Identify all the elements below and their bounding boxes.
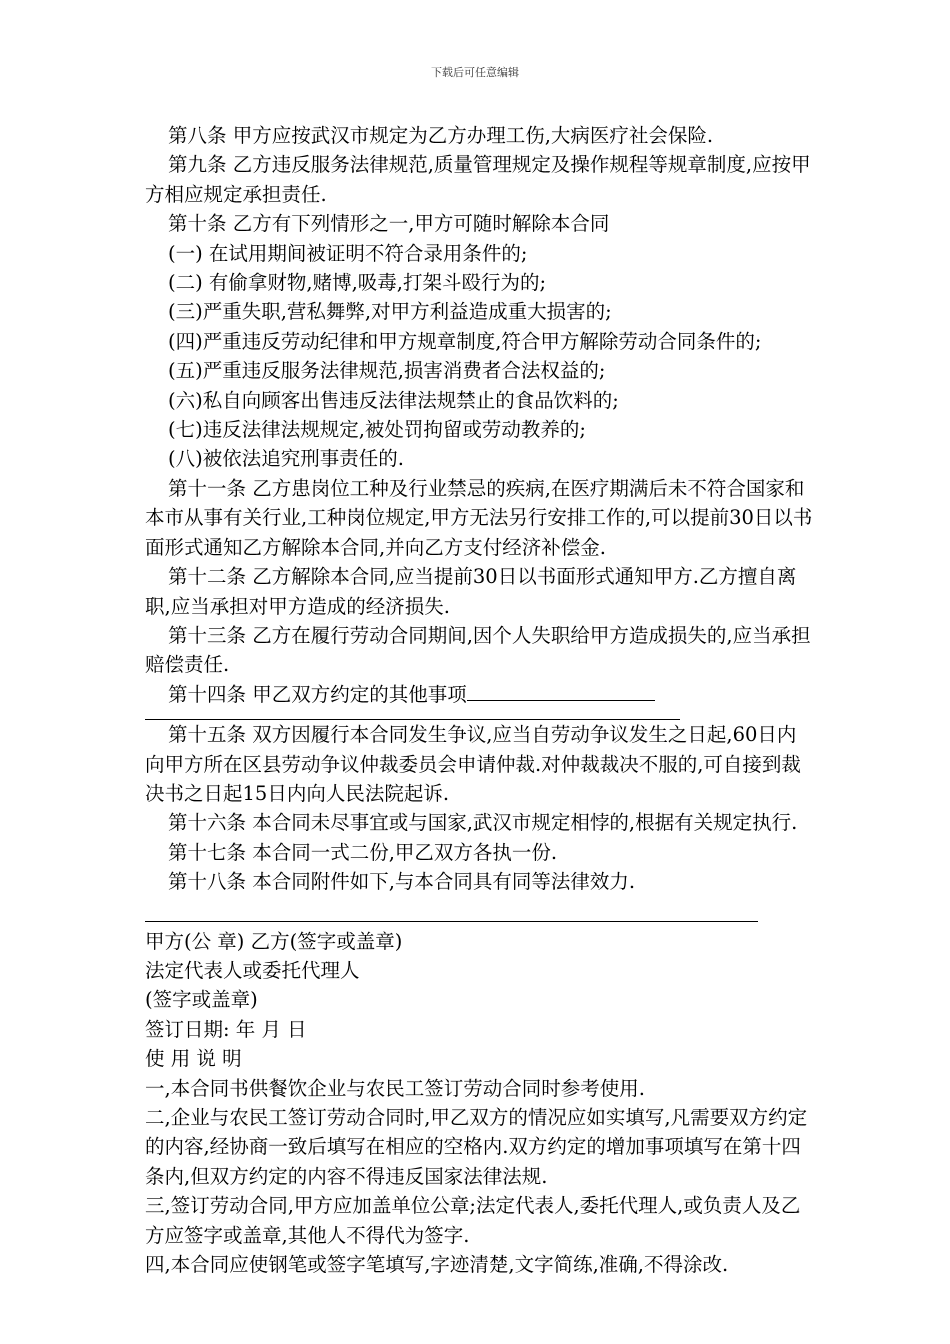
article-15: 第十五条 双方因履行本合同发生争议,应当自劳动争议发生之日起,60日内向甲方所在区县劳动争议仲裁委员会申请仲裁.对仲裁裁决不服的,可自接到裁决书之日起15日内向人民法院起诉. bbox=[145, 723, 801, 805]
signing-date: 签订日期: 年 月 日 bbox=[145, 1017, 307, 1041]
article-10: 第十条 乙方有下列情形之一,甲方可随时解除本合同 bbox=[168, 212, 610, 236]
article-18: 第十八条 本合同附件如下,与本合同具有同等法律效力. bbox=[168, 870, 636, 894]
article-16: 第十六条 本合同未尽事宜或与国家,武汉市规定相悖的,根据有关规定执行. bbox=[168, 811, 798, 835]
article-10-item-8: (八)被依法追究刑事责任的. bbox=[168, 447, 404, 471]
usage-item-2: 二,企业与农民工签订劳动合同时,甲乙双方的情况应如实填写,凡需要双方约定的内容,经协商一致后填写在相应的空格内.双方约定的增加事项填写在第十四条内,但双方约定的内容不得违反国家法律法规. bbox=[145, 1106, 808, 1188]
article-10-item-2: (二) 有偷拿财物,赌博,吸毒,打架斗殴行为的; bbox=[168, 271, 547, 295]
article-10-item-4: (四)严重违反劳动纪律和甲方规章制度,符合甲方解除劳动合同条件的; bbox=[168, 329, 762, 353]
signature-representative: 法定代表人或委托代理人 bbox=[145, 958, 360, 982]
attachment-blank-line bbox=[145, 897, 758, 922]
fill-blank-line bbox=[145, 709, 680, 720]
signature-seal: (签字或盖章) bbox=[145, 988, 258, 1012]
page-header: 下载后可任意编辑 bbox=[431, 66, 519, 79]
article-10-item-5: (五)严重违反服务法律规范,损害消费者合法权益的; bbox=[168, 359, 606, 383]
article-14-text: 第十四条 甲乙双方约定的其他事项 bbox=[168, 682, 467, 706]
contract-body bbox=[145, 121, 815, 1279]
article-14-fill-blank bbox=[467, 680, 655, 701]
usage-item-4: 四,本合同应使钢笔或签字笔填写,字迹清楚,文字简练,准确,不得涂改. bbox=[145, 1253, 729, 1277]
article-11: 第十一条 乙方患岗位工种及行业禁忌的疾病,在医疗期满后未不符合国家和本市从事有关行业,工种岗位规定,甲方无法另行安排工作的,可以提前30日以书面形式通知乙方解除本合同,并向乙方支付经济补偿金. bbox=[145, 476, 813, 559]
article-10-item-7: (七)违反法律法规规定,被处罚拘留或劳动教养的; bbox=[168, 418, 586, 442]
article-8: 第八条 甲方应按武汉市规定为乙方办理工伤,大病医疗社会保险. bbox=[168, 124, 714, 147]
article-10-item-6: (六)私自向顾客出售违反法律法规禁止的食品饮料的; bbox=[168, 388, 619, 412]
article-12: 第十二条 乙方解除本合同,应当提前30日以书面形式通知甲方.乙方擅自离职,应当承担对甲方造成的经济损失. bbox=[145, 565, 797, 618]
article-9: 第九条 乙方违反服务法律规范,质量管理规定及操作规程等规章制度,应按甲方相应规定承担责任. bbox=[145, 153, 811, 206]
usage-title: 使 用 说 明 bbox=[145, 1047, 242, 1071]
signature-parties: 甲方(公 章) 乙方(签字或盖章) bbox=[145, 929, 403, 953]
article-10-item-3: (三)严重失职,营私舞弊,对甲方利益造成重大损害的; bbox=[168, 300, 612, 324]
article-10-item-1: (一) 在试用期间被证明不符合录用条件的; bbox=[168, 241, 528, 265]
usage-item-3: 三,签订劳动合同,甲方应加盖单位公章;法定代表人,委托代理人,或负责人及乙方应签字或盖章,其他人不得代为签字. bbox=[145, 1194, 801, 1247]
article-13: 第十三条 乙方在履行劳动合同期间,因个人失职给甲方造成损失的,应当承担赔偿责任. bbox=[145, 623, 811, 677]
usage-item-1: 一,本合同书供餐饮企业与农民工签订劳动合同时参考使用. bbox=[145, 1076, 645, 1100]
article-14 bbox=[145, 680, 815, 709]
article-17: 第十七条 本合同一式二份,甲乙双方各执一份. bbox=[168, 840, 558, 864]
